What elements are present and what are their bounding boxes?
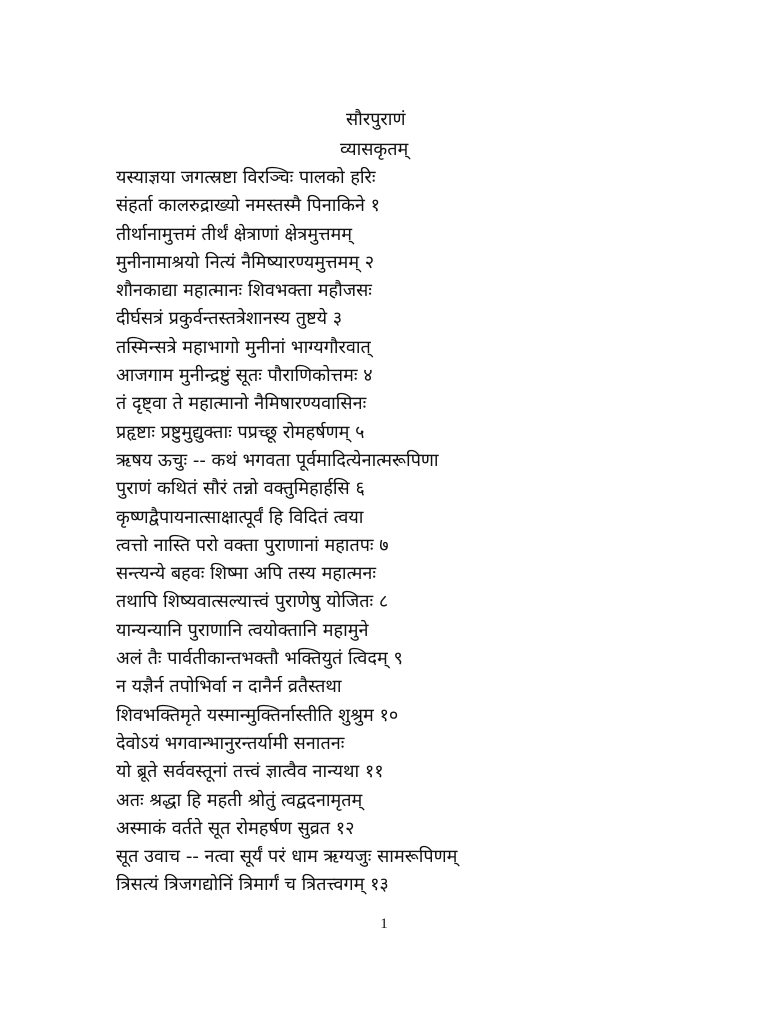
document-subtitle: व्यासकृतम् xyxy=(340,139,409,160)
verse-line: तस्मिन्सत्रे महाभागो मुनीनां भाग्यगौरवात् xyxy=(116,336,371,358)
verse-line: आजगाम मुनीन्द्रष्टुं सूतः पौराणिकोत्तमः ४ xyxy=(116,365,373,387)
verse-line: तं दृष्ट्वा ते महात्मानो नैमिषारण्यवासिनः xyxy=(116,393,367,415)
verse-line: यो ब्रूते सर्ववस्तूनां तत्त्वं ज्ञात्वैव नान्यथा ११ xyxy=(116,761,384,783)
verse-line: मुनीनामाश्रयो नित्यं नैमिष्यारण्यमुत्तमम् २ xyxy=(116,251,375,273)
verse-line: यस्याज्ञया जगत्स्रष्टा विरञ्चिः पालको हरिः xyxy=(116,167,376,188)
verse-line: देवोऽयं भगवान्भानुरन्तर्यामी सनातनः xyxy=(116,732,345,754)
verse-list xyxy=(116,164,457,900)
verse-line: यान्यन्यानि पुराणानि त्वयोक्तानि महामुने xyxy=(116,619,369,641)
verse-line: दीर्घसत्रं प्रकुर्वन्तस्तत्रेशानस्य तुष्टये ३ xyxy=(116,308,343,330)
verse-line: त्वत्तो नास्ति परो वक्ता पुराणानां महातपः ७ xyxy=(116,534,389,556)
verse-line: ऋषय ऊचुः -- कथं भगवता पूर्वमादित्येनात्मरूपिणा xyxy=(116,449,439,471)
verse-line: तथापि शिष्यवात्सल्यात्त्वं पुराणेषु योजितः ८ xyxy=(116,591,389,613)
verse-line: संहर्ता कालरुद्राख्यो नमस्तस्मै पिनाकिने १ xyxy=(116,195,380,217)
verse-line: तीर्थानामुत्तमं तीर्थं क्षेत्राणां क्षेत्रमुत्तमम् xyxy=(116,223,353,245)
verse-line: पुराणं कथितं सौरं तन्नो वक्तुमिहार्हसि ६ xyxy=(116,478,365,500)
verse-line: सन्त्यन्ये बहवः शिष्मा अपि तस्य महात्मनः xyxy=(116,563,377,585)
verse-line: कृष्णद्वैपायनात्साक्षात्पूर्वं हि विदितं त्वया xyxy=(116,506,364,528)
verse-line: सूत उवाच -- नत्वा सूर्यं परं धाम ऋग्यजुः सामरूपिणम् xyxy=(116,846,458,868)
page-number: 1 xyxy=(380,916,388,932)
verse-line: प्रहृष्टाः प्रष्टुमुद्युक्ताः पप्रच्छू रोमहर्षणम् ५ xyxy=(116,421,365,443)
document-title: सौरपुराणं xyxy=(346,109,406,130)
verse-line: अलं तैः पार्वतीकान्तभक्तौ भक्तियुतं त्विदम् ९ xyxy=(116,648,403,670)
verse-line: अस्माकं वर्तते सूत रोमहर्षण सुव्रत १२ xyxy=(116,817,355,839)
verse-line: त्रिसत्यं त्रिजगद्योनिं त्रिमार्गं च त्रितत्त्वगम् १३ xyxy=(116,874,389,896)
verse-line: शिवभक्तिमृते यस्मान्मुक्तिर्नास्तीति शुश्रुम १० xyxy=(116,704,399,726)
verse-line: न यज्ञैर्न तपोभिर्वा न दानैर्न व्रतैस्तथा xyxy=(116,676,342,698)
verse-line: अतः श्रद्धा हि महती श्रोतुं त्वद्वदनामृतम् xyxy=(116,789,363,811)
verse-line: शौनकाद्या महात्मानः शिवभक्ता महौजसः xyxy=(116,280,372,302)
